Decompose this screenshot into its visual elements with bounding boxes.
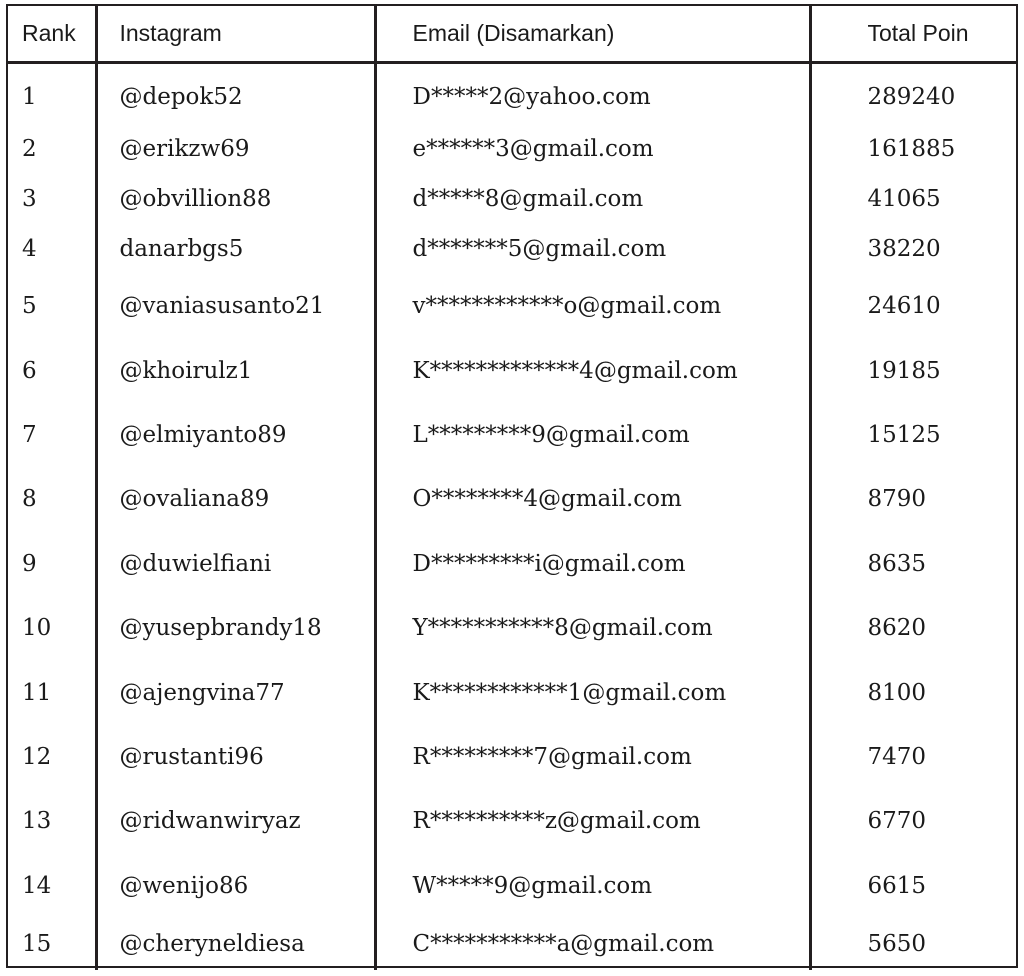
cell-rank: 13 — [22, 808, 52, 835]
cell-email: D*********i@gmail.com — [375, 532, 810, 596]
cell-instagram: @rustanti96 — [96, 725, 375, 789]
cell-rank: 2 — [22, 136, 37, 162]
cell-instagram: @depok52 — [96, 63, 375, 125]
table-row — [8, 338, 1016, 402]
table-row — [8, 467, 1016, 531]
cell-rank: 9 — [22, 550, 37, 577]
leaderboard-table-frame — [6, 4, 1018, 968]
cell-total-poin: 6770 — [810, 789, 1016, 853]
cell-total-poin: 24610 — [810, 274, 1016, 338]
cell-email: O********4@gmail.com — [375, 467, 810, 531]
table-body — [8, 63, 1016, 970]
table-row — [8, 124, 1016, 174]
table-row — [8, 274, 1016, 338]
cell-email: R**********z@gmail.com — [375, 789, 810, 853]
cell-rank: 14 — [22, 872, 52, 899]
cell-instagram: @obvillion88 — [96, 174, 375, 224]
table-row — [8, 789, 1016, 853]
cell-instagram: @yusepbrandy18 — [96, 596, 375, 660]
cell-total-poin: 5650 — [810, 918, 1016, 970]
cell-instagram: @ovaliana89 — [96, 467, 375, 531]
cell-email: v************o@gmail.com — [375, 274, 810, 338]
table-row — [8, 918, 1016, 970]
cell-rank: 4 — [22, 236, 37, 262]
cell-instagram: @elmiyanto89 — [96, 403, 375, 467]
cell-instagram: @ridwanwiryaz — [96, 789, 375, 853]
cell-email: K************1@gmail.com — [375, 660, 810, 724]
cell-instagram: @khoirulz1 — [96, 338, 375, 402]
cell-total-poin: 7470 — [810, 725, 1016, 789]
table-row — [8, 596, 1016, 660]
cell-email: R*********7@gmail.com — [375, 725, 810, 789]
cell-total-poin: 41065 — [810, 174, 1016, 224]
cell-email: e******3@gmail.com — [375, 124, 810, 174]
cell-total-poin: 8100 — [810, 660, 1016, 724]
table-row — [8, 532, 1016, 596]
cell-rank: 11 — [22, 679, 52, 706]
cell-rank: 1 — [22, 84, 37, 110]
table-row — [8, 174, 1016, 224]
cell-email: C***********a@gmail.com — [375, 918, 810, 970]
cell-total-poin: 15125 — [810, 403, 1016, 467]
cell-email: W*****9@gmail.com — [375, 854, 810, 918]
table-row — [8, 660, 1016, 724]
cell-rank: 10 — [22, 615, 52, 642]
cell-total-poin: 19185 — [810, 338, 1016, 402]
cell-instagram: @ajengvina77 — [96, 660, 375, 724]
cell-total-poin: 6615 — [810, 854, 1016, 918]
cell-total-poin: 289240 — [810, 63, 1016, 125]
cell-instagram: @cheryneldiesa — [96, 918, 375, 970]
header-instagram: Instagram — [96, 6, 375, 63]
cell-rank: 7 — [22, 421, 37, 448]
table-row — [8, 854, 1016, 918]
cell-rank: 5 — [22, 293, 37, 320]
cell-total-poin: 161885 — [810, 124, 1016, 174]
cell-email: Y***********8@gmail.com — [375, 596, 810, 660]
cell-instagram: danarbgs5 — [96, 224, 375, 274]
cell-instagram: @erikzw69 — [96, 124, 375, 174]
table-row — [8, 63, 1016, 125]
cell-instagram: @vaniasusanto21 — [96, 274, 375, 338]
cell-rank: 12 — [22, 743, 52, 770]
cell-email: d*******5@gmail.com — [375, 224, 810, 274]
cell-instagram: @wenijo86 — [96, 854, 375, 918]
table-row — [8, 224, 1016, 274]
cell-rank: 6 — [22, 357, 37, 384]
cell-email: K*************4@gmail.com — [375, 338, 810, 402]
cell-email: d*****8@gmail.com — [375, 174, 810, 224]
table-row — [8, 403, 1016, 467]
cell-total-poin: 38220 — [810, 224, 1016, 274]
cell-total-poin: 8635 — [810, 532, 1016, 596]
cell-email: D*****2@yahoo.com — [375, 63, 810, 125]
header-rank: Rank — [8, 6, 96, 63]
header-total-poin: Total Poin — [810, 6, 1016, 63]
cell-total-poin: 8790 — [810, 467, 1016, 531]
table-row — [8, 725, 1016, 789]
table-header-row — [8, 6, 1016, 63]
leaderboard-table — [8, 6, 1016, 970]
cell-instagram: @duwielfiani — [96, 532, 375, 596]
cell-rank: 3 — [22, 186, 37, 212]
cell-rank: 15 — [22, 930, 52, 957]
cell-rank: 8 — [22, 486, 37, 513]
header-email: Email (Disamarkan) — [375, 6, 810, 63]
cell-total-poin: 8620 — [810, 596, 1016, 660]
cell-email: L*********9@gmail.com — [375, 403, 810, 467]
